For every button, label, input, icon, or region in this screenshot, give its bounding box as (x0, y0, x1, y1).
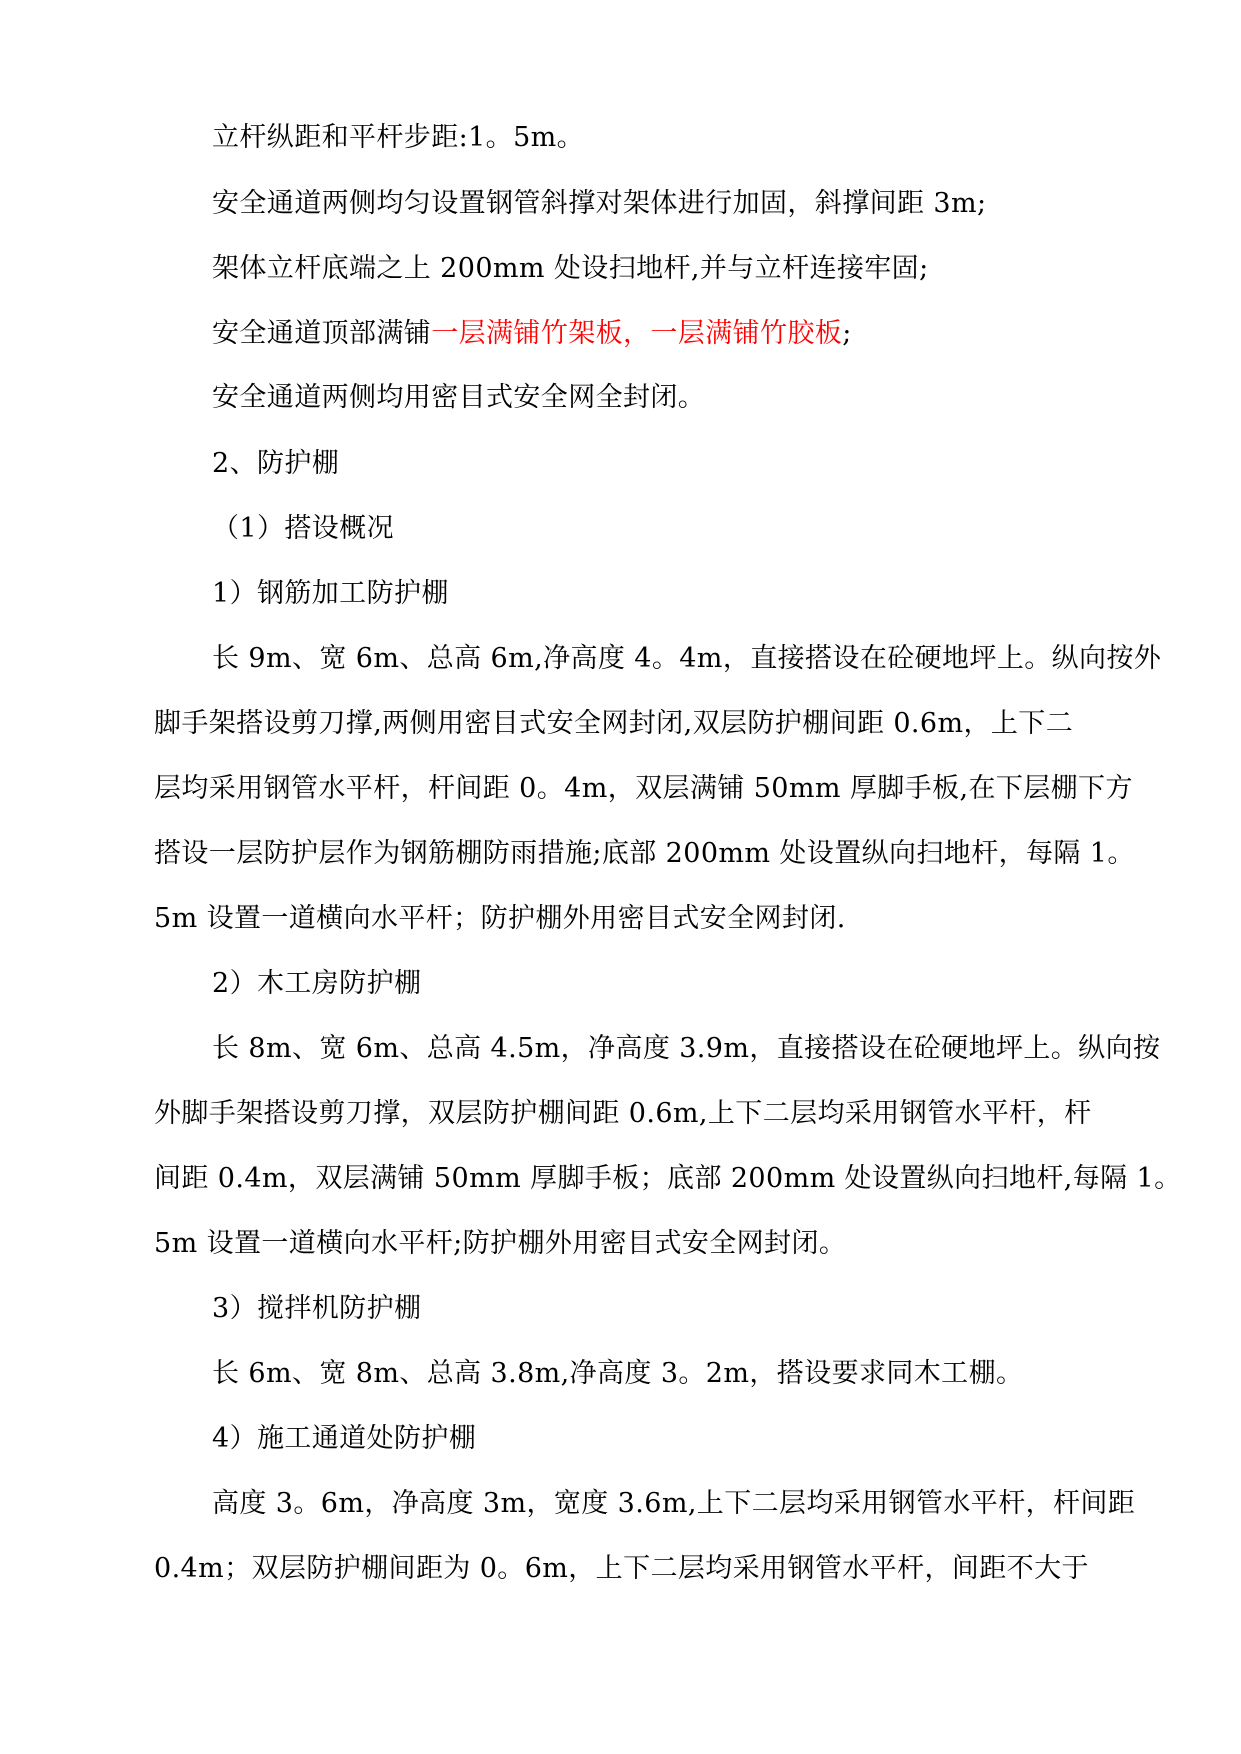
item-heading: 3）搅拌机防护棚 (212, 1293, 422, 1324)
text-segment: ; (842, 318, 852, 349)
text-line: 5m 设置一道横向水平杆;防护棚外用密目式安全网封闭。 (154, 1228, 847, 1259)
text-line: 脚手架搭设剪刀撑,两侧用密目式安全网封闭,双层防护棚间距 0.6m，上下二 (154, 708, 1074, 739)
text-line (212, 316, 852, 352)
item-heading: 1）钢筋加工防护棚 (212, 578, 449, 609)
text-line: 间距 0.4m，双层满铺 50mm 厚脚手板；底部 200mm 处设置纵向扫地杆,每隔 1。 (154, 1163, 1182, 1194)
item-heading: 2）木工房防护棚 (212, 968, 422, 999)
item-heading: 4）施工通道处防护棚 (212, 1423, 477, 1454)
text-line: 长 8m、宽 6m、总高 4.5m，净高度 3.9m，直接搭设在砼硬地坪上。纵向按 (212, 1033, 1161, 1064)
text-line: 长 9m、宽 6m、总高 6m,净高度 4。4m，直接搭设在砼硬地坪上。纵向按外 (212, 643, 1162, 674)
highlighted-text: 一层满铺竹架板，一层满铺竹胶板 (431, 318, 843, 349)
text-segment: 安全通道顶部满铺 (212, 318, 432, 349)
text-line: 架体立杆底端之上 200mm 处设扫地杆,并与立杆连接牢固; (212, 253, 929, 284)
subsection-heading: （1）搭设概况 (212, 513, 394, 544)
text-line: 高度 3。6m，净高度 3m，宽度 3.6m,上下二层均采用钢管水平杆，杆间距 (212, 1488, 1136, 1519)
text-line: 长 6m、宽 8m、总高 3.8m,净高度 3。2m，搭设要求同木工棚。 (212, 1358, 1024, 1389)
text-line: 安全通道两侧均匀设置钢管斜撑对架体进行加固，斜撑间距 3m; (212, 188, 987, 219)
section-heading: 2、防护棚 (212, 448, 340, 479)
text-line: 搭设一层防护层作为钢筋棚防雨措施;底部 200mm 处设置纵向扫地杆，每隔 1。 (154, 838, 1135, 869)
text-line: 安全通道两侧均用密目式安全网全封闭。 (212, 382, 706, 413)
text-line: 0.4m；双层防护棚间距为 0。6m，上下二层均采用钢管水平杆，间距不大于 (154, 1553, 1089, 1584)
text-line: 立杆纵距和平杆步距:1。5m。 (212, 122, 585, 153)
text-line: 外脚手架搭设剪刀撑，双层防护棚间距 0.6m,上下二层均采用钢管水平杆，杆 (154, 1098, 1092, 1129)
text-line: 5m 设置一道横向水平杆；防护棚外用密目式安全网封闭. (154, 903, 846, 934)
text-line: 层均采用钢管水平杆，杆间距 0。4m，双层满铺 50mm 厚脚手板,在下层棚下方 (154, 773, 1133, 804)
